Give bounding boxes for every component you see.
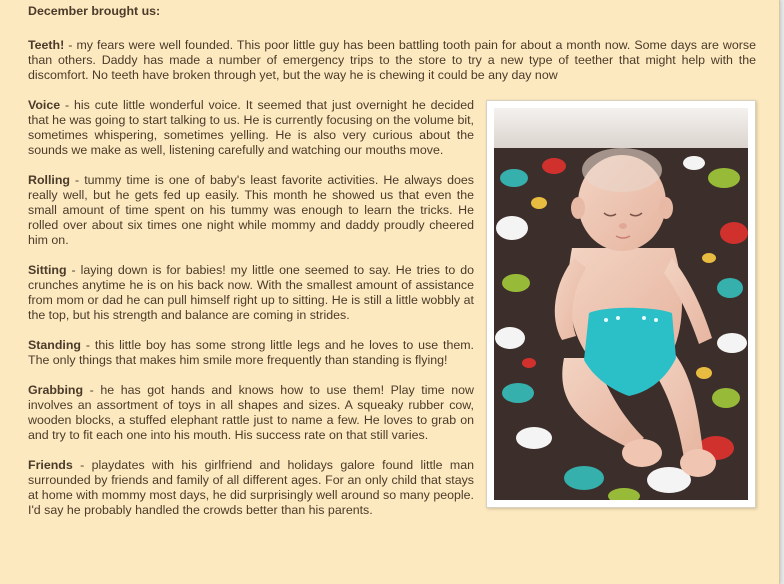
term-standing: Standing — [28, 338, 81, 352]
post-heading: December brought us: — [28, 4, 161, 18]
paragraph-teeth — [28, 38, 756, 83]
text-standing: - this little boy has some strong little legs and he loves to use them. The only things that makes him smile more frequently than standing is flying! — [28, 338, 474, 367]
baby-photo-frame[interactable] — [486, 100, 756, 508]
baby-photo — [494, 108, 748, 500]
text-teeth: - my fears were well founded. This poor little guy has been battling tooth pain for about a month now. Some days are worse than others. Daddy has made a number of emergency trips to the store to try a new type of teether that might help with the discomfort. No teeth have broken through yet, but the way he is chewing it could be any day now — [28, 38, 756, 82]
term-sitting: Sitting — [28, 263, 67, 277]
term-friends: Friends — [28, 458, 73, 472]
term-grabbing: Grabbing — [28, 383, 84, 397]
text-sitting: - laying down is for babies! my little one seemed to say. He tries to do crunches anytime he is on his back now. With the smallest amount of assistance from mom or dad he can pull himself right up to sitting. He is still a little wobbly at the top, but his strength and balance are coming in strides. — [28, 263, 474, 322]
text-grabbing: - he has got hands and knows how to use them! Play time now involves an assortment of toys in all shapes and sizes. A squeaky rubber cow, wooden blocks, a stuffed elephant rattle just to name a few. He loves to grab on and try to fit each one into his mouth. His success rate on that still varies. — [28, 383, 474, 442]
term-voice: Voice — [28, 98, 61, 112]
blog-post — [28, 0, 756, 533]
text-rolling: - tummy time is one of baby's least favorite activities. He always does really well, but he gets fed up easily. This month he showed us that even the small amount of time spent on his tummy was enough to learn the tricks. He rolled over about six times one night while mommy and daddy proudly cheered him on. — [28, 173, 474, 247]
text-voice: - his cute little wonderful voice. It seemed that just overnight he decided that he was going to start talking to us. He is currently focusing on the volume bit, sometimes whispering, sometimes yelling. He is also very curious about the sounds we make as well, listening carefully and watching our mouths move. — [28, 98, 474, 157]
term-rolling: Rolling — [28, 173, 70, 187]
term-teeth: Teeth! — [28, 38, 65, 52]
text-friends: - playdates with his girlfriend and holidays galore found little man surrounded by friends and family of all different ages. For an only child that stays at home with mommy most days, he did surprisingly well around so many people. I'd say he probably handled the crowds better than his parents. — [28, 458, 474, 517]
